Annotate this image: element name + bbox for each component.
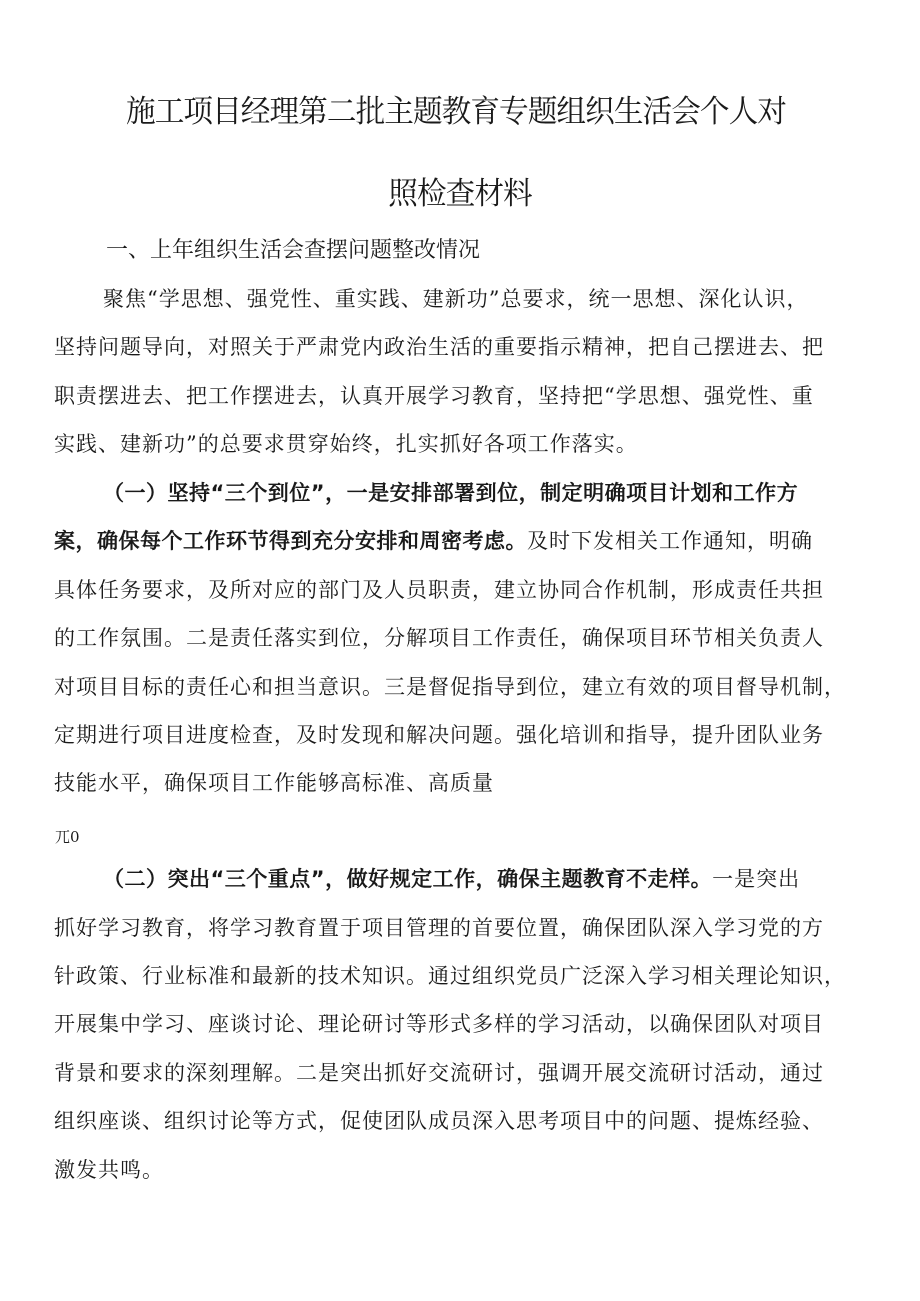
paragraph-line: 聚焦“学思想、强党性、重实践、建新功”总要求，统一思想、深化认识， <box>103 287 809 311</box>
paragraph-text: 及时下发相关工作通知，明确 <box>527 529 813 553</box>
document-title-line-2: 照检查材料 <box>388 176 532 212</box>
paragraph-text: 一是突出 <box>712 867 801 891</box>
paragraph-line: 实践、建新功”的总要求贯穿始终，扎实抓好各项工作落实。 <box>54 432 638 456</box>
paragraph-line: 技能水平，确保项目工作能够高标准、高质量 <box>54 771 494 795</box>
paragraph-line: 开展集中学习、座谈讨论、理论研讨等形式多样的学习活动，以确保团队对项目 <box>54 1012 824 1036</box>
paragraph-line: 背景和要求的深刻理解。二是突出抓好交流研讨，强调开展交流研讨活动，通过 <box>54 1061 824 1085</box>
paragraph-line: 定期进行项目进度检查，及时发现和解决问题。强化培训和指导，提升团队业务 <box>54 723 824 747</box>
document-title-line-1: 施工项目经理第二批主题教育专题组织生活会个人对 <box>126 94 786 130</box>
paragraph-line: 对项目目标的责任心和担当意识。三是督促指导到位，建立有效的项目督导机制， <box>54 675 846 699</box>
paragraph-line: 职责摆进去、把工作摆进去，认真开展学习教育，坚持把“学思想、强党性、重 <box>54 384 814 408</box>
mixed-line <box>103 863 800 893</box>
paragraph-line: 具体任务要求，及所对应的部门及人员职责，建立协同合作机制，形成责任共担 <box>54 578 824 602</box>
stray-text: 兀0 <box>55 828 80 846</box>
paragraph-line: 针政策、行业标准和最新的技术知识。通过组织党员广泛深入学习相关理论知识， <box>54 964 846 988</box>
paragraph-line: 抓好学习教育，将学习教育置于项目管理的首要位置，确保团队深入学习党的方 <box>54 916 824 940</box>
paragraph-line: 坚持问题导向，对照关于严肃党内政治生活的重要指示精神，把自己摆进去、把 <box>54 335 824 359</box>
paragraph-line: 激发共鸣。 <box>54 1158 164 1182</box>
bold-lead-line: （一）坚持“三个到位”，一是安排部署到位，制定明确项目计划和工作方 <box>103 481 799 505</box>
section-heading: 一、上年组织生活会查摆问题整改情况 <box>106 238 481 263</box>
bold-lead-text: （二）突出“三个重点”，做好规定工作，确保主题教育不走样。 <box>103 867 713 891</box>
paragraph-line: 的工作氛围。二是责任落实到位，分解项目工作责任，确保项目环节相关负责人 <box>54 626 824 650</box>
paragraph-line: 组织座谈、组织讨论等方式，促使团队成员深入思考项目中的问题、提炼经验、 <box>54 1109 824 1133</box>
mixed-line <box>54 525 813 555</box>
bold-lead-text: 案，确保每个工作环节得到充分安排和周密考虑。 <box>54 529 527 553</box>
